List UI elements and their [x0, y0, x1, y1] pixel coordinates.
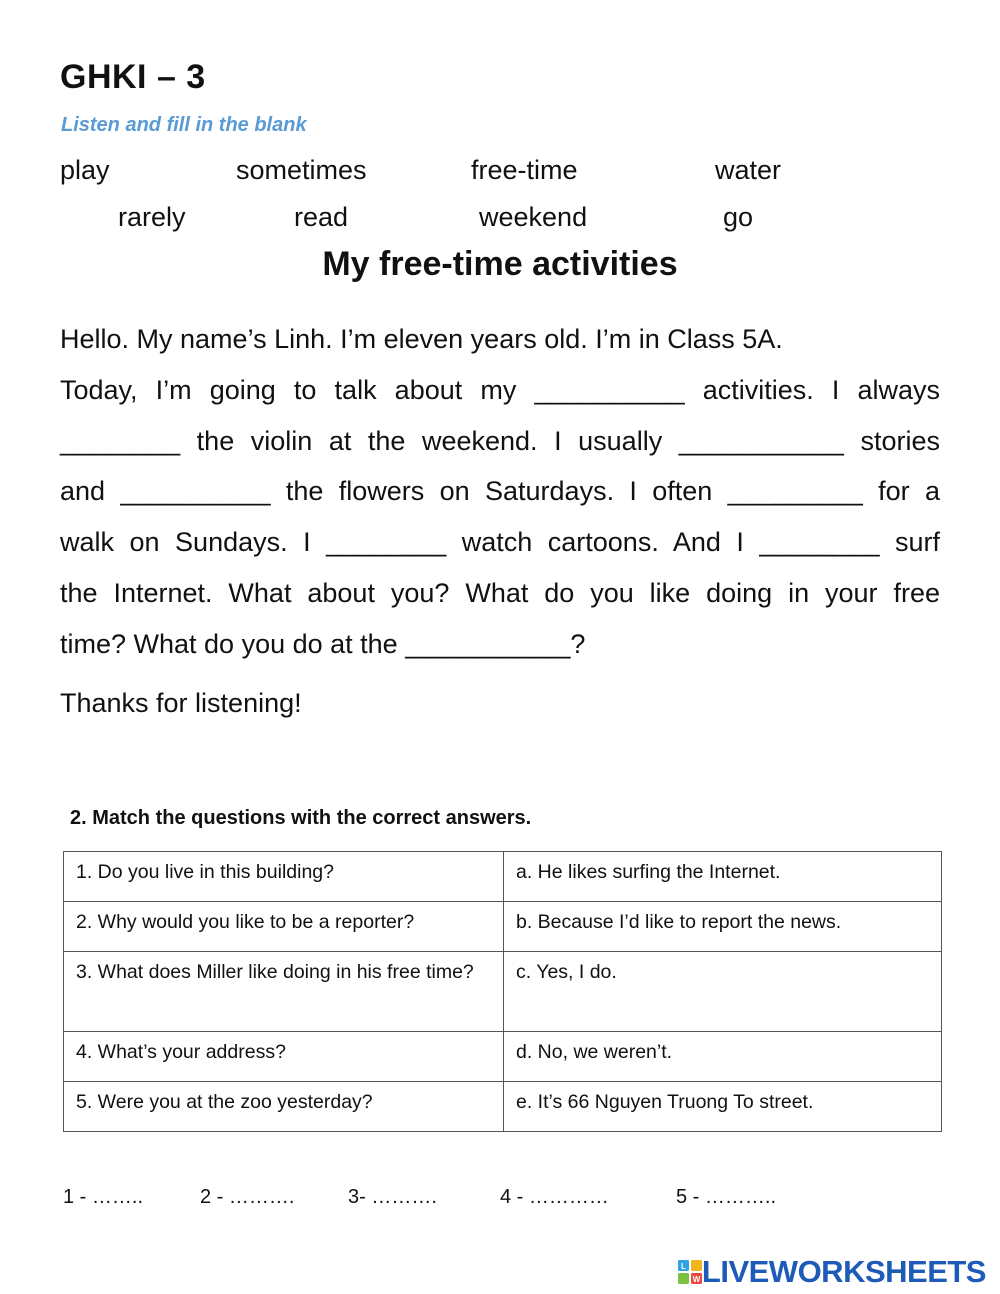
- icon-letter: W: [692, 1275, 701, 1284]
- word-bank-item: rarely: [118, 202, 186, 232]
- question-cell: 1. Do you live in this building?: [64, 852, 504, 902]
- story-heading: My free-time activities: [322, 245, 678, 283]
- icon-letter: L: [680, 1262, 686, 1271]
- answer-slot[interactable]: 1 - ……..: [63, 1186, 144, 1208]
- question-cell: 4. What’s your address?: [64, 1032, 504, 1082]
- table-row: [64, 952, 942, 1032]
- liveworksheets-icon: [678, 1260, 702, 1284]
- word-bank-item: play: [60, 155, 110, 185]
- answer-cell: e. It’s 66 Nguyen Truong To street.: [504, 1082, 942, 1132]
- answer-cell: a. He likes surfing the Internet.: [504, 852, 942, 902]
- word-bank-item: read: [294, 202, 349, 232]
- word-bank-item: go: [723, 202, 754, 232]
- answer-slot[interactable]: 3- ……….: [348, 1186, 437, 1208]
- passage-line: time? What do you do at the ___________?: [60, 628, 586, 659]
- match-table: [63, 851, 942, 1132]
- passage-line: Hello. My name’s Linh. I’m eleven years old. I’m in Class 5A.: [60, 324, 783, 354]
- passage-line: ________ the violin at the weekend. I usually ___________ stories: [60, 425, 940, 456]
- page-title: GHKI – 3: [60, 58, 206, 96]
- instruction-text: Listen and fill in the blank: [61, 114, 307, 136]
- answer-cell: c. Yes, I do.: [504, 952, 942, 1032]
- question-cell: 2. Why would you like to be a reporter?: [64, 902, 504, 952]
- answer-slot[interactable]: 5 - ………..: [676, 1186, 777, 1208]
- table-row: [64, 852, 942, 902]
- passage-line: the Internet. What about you? What do you like doing in your free: [60, 577, 940, 608]
- word-bank-item: weekend: [479, 202, 588, 232]
- table-row: [64, 902, 942, 952]
- passage-line: walk on Sundays. I ________ watch cartoons. And I ________ surf: [60, 527, 940, 558]
- passage-line: Today, I’m going to talk about my __________ activities. I always: [60, 374, 940, 405]
- question-cell: 5. Were you at the zoo yesterday?: [64, 1082, 504, 1132]
- section2-heading: 2. Match the questions with the correct answers.: [70, 807, 532, 829]
- answer-cell: d. No, we weren’t.: [504, 1032, 942, 1082]
- word-bank-item: free-time: [471, 155, 578, 185]
- liveworksheets-logo: [678, 1254, 986, 1290]
- answer-slot[interactable]: 2 - ……….: [200, 1186, 295, 1208]
- answer-slot[interactable]: 4 - …………: [500, 1186, 609, 1208]
- closing-text: Thanks for listening!: [60, 688, 302, 718]
- word-bank-item: sometimes: [236, 155, 367, 185]
- question-cell: 3. What does Miller like doing in his free time?: [64, 952, 504, 1032]
- passage-line: and __________ the flowers on Saturdays. I often _________ for a: [60, 476, 940, 507]
- story-passage: [60, 314, 940, 670]
- word-bank-item: water: [715, 155, 782, 185]
- table-row: [64, 1082, 942, 1132]
- brand-name: LIVEWORKSHEETS: [701, 1254, 986, 1289]
- table-row: [64, 1032, 942, 1082]
- answer-cell: b. Because I’d like to report the news.: [504, 902, 942, 952]
